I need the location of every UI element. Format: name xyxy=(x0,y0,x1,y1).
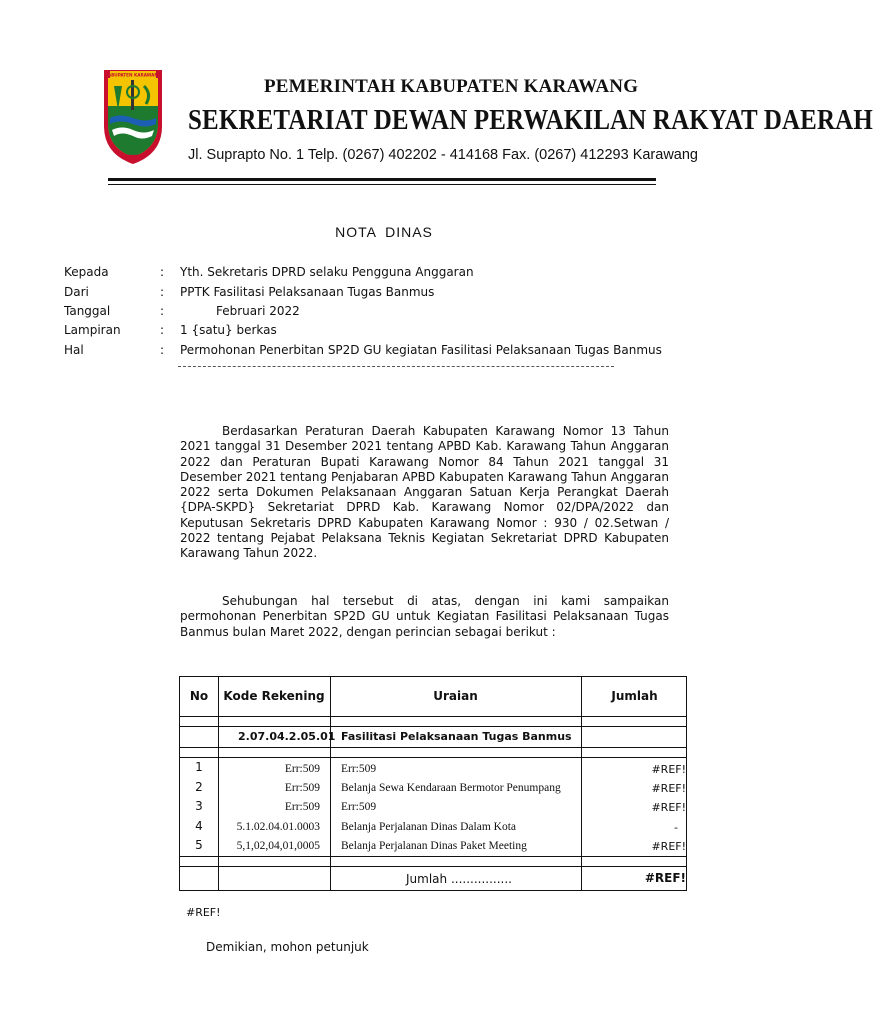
paragraph-legal-basis xyxy=(180,424,669,562)
secretariat-name: SEKRETARIAT DEWAN PERWAKILAN RAKYAT DAERAH xyxy=(188,104,873,136)
header-colon: : xyxy=(160,343,165,357)
letterhead-rule-thin xyxy=(108,184,656,185)
header-value-hal: Permohonan Penerbitan SP2D GU kegiatan Fasilitasi Pelaksanaan Tugas Banmus xyxy=(180,343,662,357)
office-address: Jl. Suprapto No. 1 Telp. (0267) 402202 - 414168 Fax. (0267) 412293 Karawang xyxy=(188,147,698,163)
government-name: PEMERINTAH KABUPATEN KARAWANG xyxy=(264,76,639,97)
header-value-dari: PPTK Fasilitasi Pelaksanaan Tugas Banmus xyxy=(180,285,435,299)
total-label: Jumlah ................ xyxy=(406,872,512,886)
header-label-hal: Hal xyxy=(64,343,84,357)
reference-error-note: #REF! xyxy=(186,906,221,919)
table-header-kode: Kode Rekening xyxy=(223,689,325,703)
program-kode: 2.07.04.2.05.01 xyxy=(238,730,336,743)
header-value-kepada: Yth. Sekretaris DPRD selaku Pengguna Anggaran xyxy=(180,265,474,279)
program-uraian: Fasilitasi Pelaksanaan Tugas Banmus xyxy=(341,730,572,743)
total-value: #REF! xyxy=(644,871,686,885)
table-header-jumlah: Jumlah xyxy=(611,689,658,703)
closing-line: Demikian, mohon petunjuk xyxy=(206,940,369,954)
header-label-dari: Dari xyxy=(64,285,89,299)
dashed-separator xyxy=(178,366,614,367)
karawang-regency-logo xyxy=(100,66,166,166)
header-label-lampiran: Lampiran xyxy=(64,323,121,337)
paragraph-legal-basis-text: Berdasarkan Peraturan Daerah Kabupaten Karawang Nomor 13 Tahun 2021 tanggal 31 Desember 2021 tentang APBD Kab. Karawang Tahun Anggaran 2022 dan Peraturan Bupati Karawang Nomor 84 Tahun 2021 tanggal 31 Desember 2021 tentang Penjabaran APBD Kabupaten Karawang Tahun Anggaran 2022 serta Dokumen Pelaksanaan Anggaran Satuan Kerja Perangkat Daerah {DPA-SKPD} Sekretariat DPRD Kab. Karawang Nomor 02/DPA/2022 dan Keputusan Sekretaris DPRD Kabupaten Karawang Nomor : 930 / 02.Setwan / 2022 tentang Pejabat Pelaksana Teknis Kegiatan Sekretariat DPRD Kabupaten Karawang Tahun 2022. xyxy=(180,424,669,561)
header-label-tanggal: Tanggal xyxy=(64,304,111,318)
header-colon: : xyxy=(160,323,165,337)
header-label-kepada: Kepada xyxy=(64,265,109,279)
paragraph-request-text: Sehubungan hal tersebut di atas, dengan ini kami sampaikan permohonan Penerbitan SP2D GU untuk Kegiatan Fasilitasi Pelaksanaan Tugas Banmus bulan Maret 2022, dengan perincian sebagai berikut : xyxy=(180,594,669,639)
document-title: NOTA DINAS xyxy=(335,224,433,240)
paragraph-request xyxy=(180,594,669,640)
budget-table: No Kode Rekening Uraian Jumlah 2.07.04.2.05.01 Fasilitasi Pelaksanaan Tugas Banmus 1 Err:509 Err:509 #REF! 2 Err:509 Belanja Sewa Kendaraan Bermotor Penumpang #REF! 3 Err:509 Err:509 #REF! 4 5.1.02.04.01.0003 Belanja Perjalanan Dinas Dalam Kota - 5 5,1,02,04,01,0005 Belanja Perjalanan Dinas Paket Meeting #REF! Jumlah ................ #REF! xyxy=(179,676,687,891)
header-colon: : xyxy=(160,304,165,318)
header-colon: : xyxy=(160,285,165,299)
header-value-lampiran: 1 {satu} berkas xyxy=(180,323,277,337)
header-colon: : xyxy=(160,265,165,279)
header-value-tanggal: Februari 2022 xyxy=(216,304,300,318)
logo-lettering: KABUPATEN KARAWANG xyxy=(104,72,162,78)
letterhead-rule-thick xyxy=(108,178,656,181)
table-header-no: No xyxy=(189,689,209,703)
table-header-uraian: Uraian xyxy=(433,689,478,703)
